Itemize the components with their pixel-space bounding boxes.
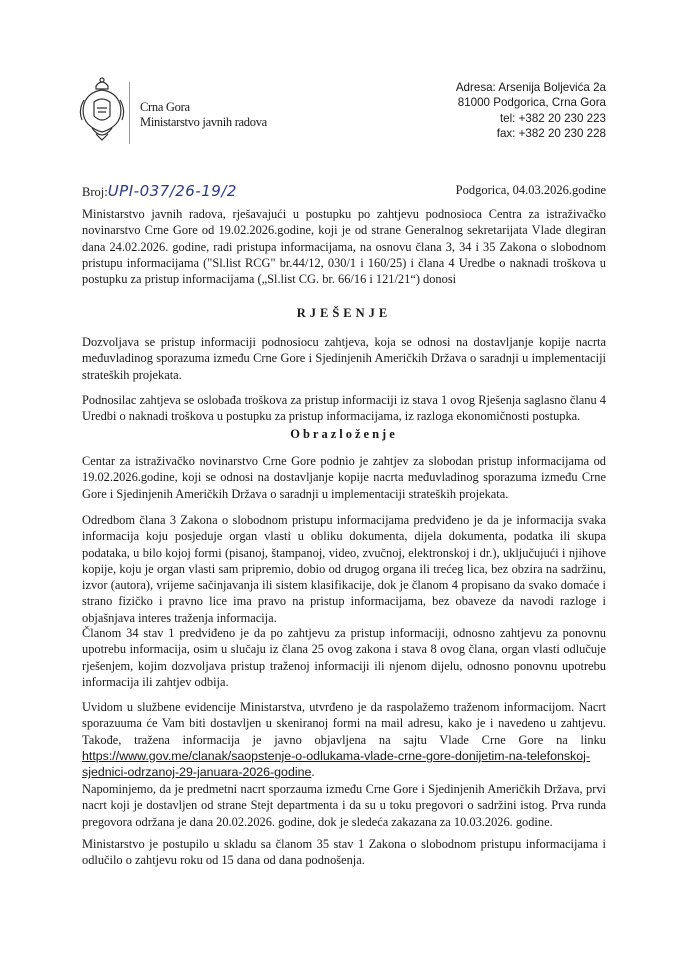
fax-line: fax: +382 20 230 228 <box>496 126 606 140</box>
contact-address <box>456 80 606 141</box>
decision-paragraph <box>82 334 606 383</box>
reference-number <box>82 182 237 200</box>
intro-text: Ministarstvo javnih radova, rješavajući u postupku po zahtjevu podnosioca Centra za istraživačko novinarstvo Crne Gore od 19.02.2026.godine, koji je od strane Generalnog sekretarijata Vlade dlegiran dana 24.02.2026. godine, radi pristupa informacijama, na osnovu člana 3, 34 i 35 Zakona o slobodnom pristupu informacijama ("Sl.list RCG" br.44/12, 030/1 i 160/25) i člana 4 Uredbe o naknadi troškova u postupku za pristup informacijama („Sl.list CG. br. 66/16 i 121/21“) donosi <box>82 207 606 287</box>
montenegro-coat-of-arms-icon <box>78 76 126 142</box>
closing-text: Napominjemo, da je predmetni nacrt sporzauma između Crne Gore i Sjedinjenih Američkih Država, prvi nacrt koji je dostavljen od strane Stejt departmenta i da su u toku pregovori o sadržini istog. Prva runda pregovora održana je dana 20.02.2026. godine, dok je sledeća zakazana za 10.03.2026. godine. <box>82 782 606 829</box>
evidence-paragraph <box>82 699 606 780</box>
decision-text: Dozvoljava se pristup informaciji podnosiocu zahtjeva, koja se odnosi na dostavljanje kopije nacrta međuvladinog sporazuma između Crne Gore i Sjedinjenih Američkih Država o saradnji u implementaciji strateških projekata. <box>82 335 606 382</box>
handwritten-number: UPI-037/26-19/2 <box>107 182 237 200</box>
reasoning-text: Članom 34 stav 1 predviđeno je da po zahtjevu za pristup informaciji, odnosno zahtjevu za ponovnu upotrebu informacija, osim u slučaju iz člana 25 ovog zakona i stava 8 ovog člana, organ vlasti odlučuje rješenjem, kojim dozvoljava pristup traženoj informaciji ili njenom dijelu, odnosno ponovnu upotrebu informacija ili zahtjev odbija. <box>82 626 606 689</box>
reasoning-paragraph <box>82 512 606 626</box>
evidence-text: Uvidom u službene evidencije Ministarstva, utvrđeno je da raspolažemo traženom informacijom. Nacrt sporazuuma će Vam biti dostavljen u skeniranoj formi na mail adresu, kako je i navedeno u zahtjevu. Takođe, tražena informacija je javno objavljena na sajtu Vlade Crne Gore na linku <box>82 700 606 747</box>
decision-text: Podnosilac zahtjeva se oslobađa troškova za pristup informaciji iz stava 1 ovog Rješenja saglasno članu 4 Uredbi o naknadi troškova u postupku za pristup informacijama, iz razloga ekonomičnosti postupka. <box>82 393 606 424</box>
country-name: Crna Gora <box>140 100 190 114</box>
closing-paragraph <box>82 836 606 869</box>
intro-paragraph <box>82 206 606 287</box>
reasoning-heading: Obrazloženje <box>290 427 398 441</box>
letterhead-divider <box>129 82 130 144</box>
place-date: Podgorica, 04.03.2026.godine <box>455 183 606 197</box>
ministry-name: Ministarstvo javnih radova <box>140 115 267 129</box>
reasoning-text: Centar za istraživačko novinarstvo Crne Gore podnio je zahtjev za slobodan pristup informacijama od 19.02.2026.godine, koji se odnosi na dostavljanje kopije nacrta međuvladinog sporazuma između Crne Gore i Sjedinjenih Američkih Država o saradnji u implementaciji strateških projekata. <box>82 454 606 501</box>
reasoning-paragraph <box>82 625 606 690</box>
address-line: Adresa: Arsenija Boljevića 2a <box>455 81 606 94</box>
decision-heading: RJEŠENJE <box>296 306 392 320</box>
closing-text: Ministarstvo je postupilo u skladu sa članom 35 stav 1 Zakona o slobodnom pristupu informacijama i odlučilo o zahtjevu roku od 15 dana od dana podnošenja. <box>82 837 606 868</box>
reasoning-text: Odredbom člana 3 Zakona o slobodnom pristupu informacijama predviđeno je da je informacija svaka informacija koju posjeduje organ vlasti u obliku dokumenta, dijela dokumenta, podatka ili skupa podataka, u bilo kojoj formi (pisanoj, štampanoj, video, zvučnoj, elektronskoj i dr.), uključujući i njihove kopije, koju je organ vlasti sam pripremio, dobio od drugog organa ili trećeg lica, bez obzira na sadržinu, izvor (autora), vrijeme sačinjavanja ili sistem klasifikacije, dok je članom 4 propisano da svako domaće i strano fizičko i pravno lice ima pravo na pristup informacijama, bez obaveze da navodi razloge i objašnjava interes traženja informacija. <box>82 513 606 625</box>
closing-paragraph <box>82 781 606 830</box>
link-period: . <box>311 765 315 780</box>
organization-name <box>140 100 267 130</box>
phone-line: tel: +382 20 230 223 <box>499 111 606 125</box>
government-link[interactable]: https://www.gov.me/clanak/saopstenje-o-odlukama-vlade-crne-gore-donijetim-na-telefonskoj-sjednici-odrzanoj-29-januara-2026-godine <box>82 748 591 780</box>
reference-label: Broj: <box>82 185 108 199</box>
decision-paragraph <box>82 392 606 425</box>
address-line: 81000 Podgorica, Crna Gora <box>457 96 606 110</box>
reasoning-paragraph <box>82 453 606 502</box>
